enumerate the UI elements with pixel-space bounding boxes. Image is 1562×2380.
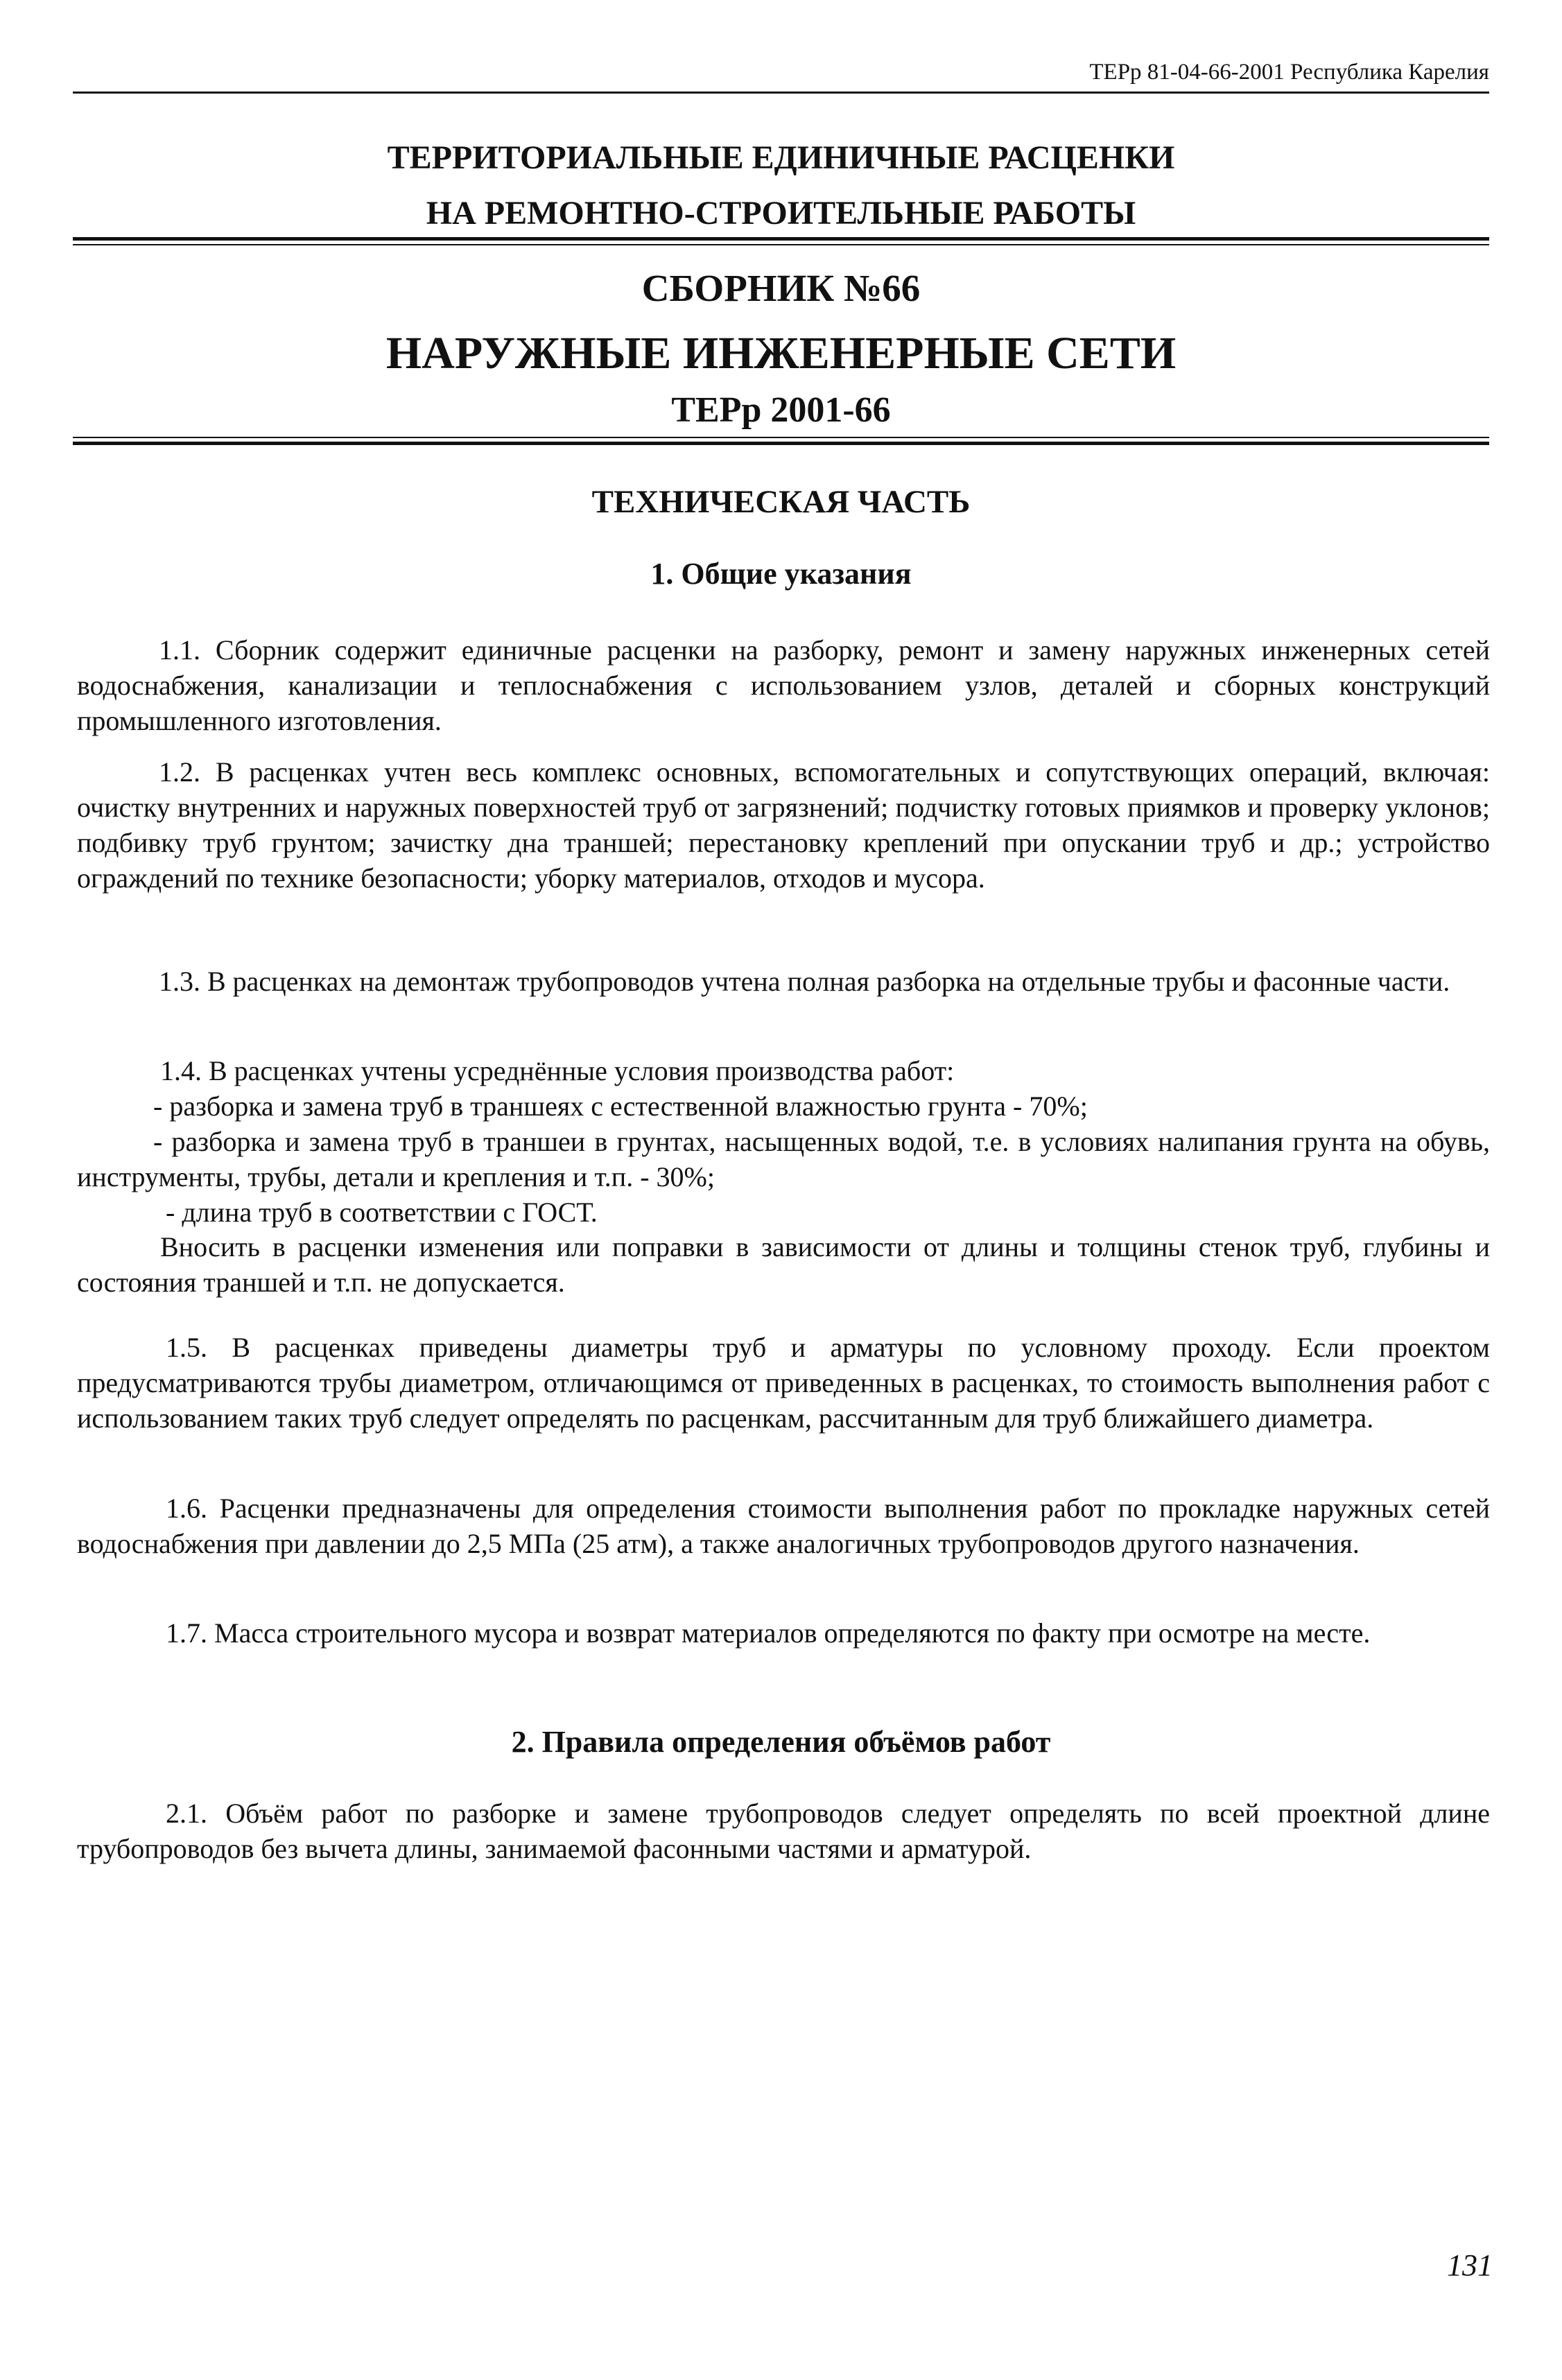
paragraph-1-7: 1.7. Масса строительного мусора и возврат материалов определяются по факту при осмотре на месте. [166,1617,1371,1649]
section-2-heading: 2. Правила определения объёмов работ [511,1725,1051,1759]
header-rule [73,92,1489,94]
list-item-1: - разборка и замена труб в траншеях с естественной влажностью грунта - 70%; [153,1091,1088,1122]
title-line-2: НА РЕМОНТНО-СТРОИТЕЛЬНЫЕ РАБОТЫ [426,195,1136,232]
paragraph-1-1: 1.1. Сборник содержит единичные расценки на разборку, ремонт и замену наружных инженерных сетей водоснабжения, канализации и теплоснабжения с использованием узлов, деталей и сборных конструкций промышленного изготовления. [77,634,1490,736]
list-item-3: - длина труб в соответствии с ГОСТ. [166,1197,598,1228]
paragraph-1-3: 1.3. В расценках на демонтаж трубопроводов учтена полная разборка на отдельные трубы и фасонные части. [159,966,1450,997]
section-1-heading: 1. Общие указания [650,557,912,591]
paragraph-1-4-intro: 1.4. В расценках учтены усреднённые условия производства работ: [160,1055,955,1086]
page-number: 131 [1447,2248,1493,2282]
title-rule-top-1 [73,237,1489,241]
running-header: ТЕРр 81-04-66-2001 Республика Карелия [1089,60,1489,85]
paragraph-1-5: 1.5. В расценках приведены диаметры труб и арматуры по условному проходу. Если проектом предусматриваются трубы диаметром, отличающимся от приведенных в расценках, то стоимость выполнения работ с использованием таких труб следует определять по расценкам, рассчитанным для труб ближайшего диаметра. [77,1332,1490,1434]
title-line-1: ТЕРРИТОРИАЛЬНЫЕ ЕДИНИЧНЫЕ РАСЦЕНКИ [387,139,1175,176]
paragraph-1-6: 1.6. Расценки предназначены для определения стоимости выполнения работ по прокладке наружных сетей водоснабжения при давлении до 2,5 МПа (25 атм), а также аналогичных трубопроводов другого назначения. [77,1493,1490,1559]
paragraph-2-1: 2.1. Объём работ по разборке и замене трубопроводов следует определять по всей проектной длине трубопроводов без вычета длины, занимаемой фасонными частями и арматурой. [77,1798,1490,1864]
subject-title: НАРУЖНЫЕ ИНЖЕНЕРНЫЕ СЕТИ [385,328,1177,379]
title-rule-bottom-1 [73,437,1489,438]
collection-code: ТЕРр 2001-66 [671,390,891,430]
title-rule-bottom-2 [73,442,1489,445]
paragraph-1-2: 1.2. В расценках учтен весь комплекс основных, вспомогательных и сопутствующих операций, включая: очистку внутренних и наружных поверхностей труб от загрязнений; подчистку готовых приямков и проверку уклонов; подбивку труб грунтом; зачистку дна траншей; перестановку креплений при опускании труб и др.; устройство ограждений по технике безопасности; уборку материалов, отходов и мусора. [77,756,1490,894]
list-item-2: - разборка и замена труб в траншеи в грунтах, насыщенных водой, т.е. в условиях налипания грунта на обувь, инструменты, трубы, детали и крепления и т.п. - 30%; [77,1126,1490,1192]
paragraph-1-4-note: Вносить в расценки изменения или поправки в зависимости от длины и толщины стенок труб, глубины и состояния траншей и т.п. не допускается. [77,1231,1490,1298]
technical-part-heading: ТЕХНИЧЕСКАЯ ЧАСТЬ [591,484,971,520]
paragraph-1-4 [77,1053,1490,1230]
title-rule-top-2 [73,244,1489,245]
collection-title: СБОРНИК №66 [641,267,921,309]
